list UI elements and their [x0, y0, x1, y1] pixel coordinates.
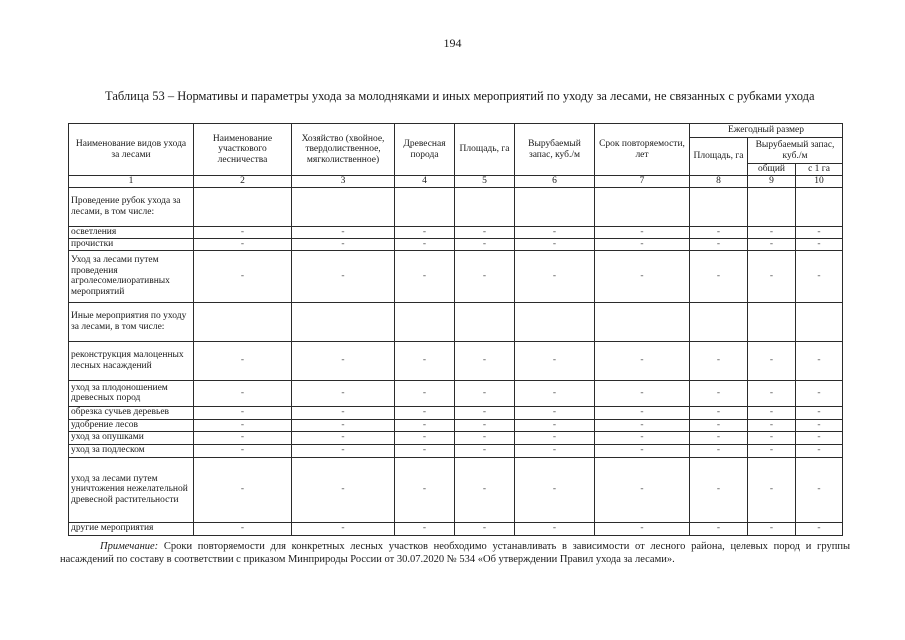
table-cell: - [515, 457, 595, 522]
table-cell [455, 302, 515, 341]
row-name: реконструкция малоценных лесных насаждений [69, 341, 194, 380]
table-cell: - [292, 380, 395, 406]
table-cell: - [395, 250, 455, 302]
header-volume: Вырубаемый запас, куб./м [515, 124, 595, 176]
table-cell: - [690, 419, 748, 431]
table-cell: - [395, 226, 455, 238]
note [60, 540, 850, 566]
table-cell: - [292, 238, 395, 250]
table-cell: - [515, 419, 595, 431]
table-cell [595, 187, 690, 226]
table-cell: - [194, 250, 292, 302]
row-name: Уход за лесами путем проведения агролесомелиоративных мероприятий [69, 250, 194, 302]
table-cell: - [455, 238, 515, 250]
table-cell: - [796, 431, 843, 444]
column-number: 3 [292, 176, 395, 188]
table-cell: - [690, 431, 748, 444]
table-cell: - [796, 522, 843, 535]
table-cell: - [748, 341, 796, 380]
header-area: Площадь, га [455, 124, 515, 176]
note-text: Сроки повторяемости для конкретных лесных участков необходимо устанавливать в зависимости от лесного района, целевых пород и группы насаждений по составу в соответствии с приказом Минприроды России от 30.07.2020 № 534 «Об утверждении Правил ухода за лесами». [60, 541, 850, 565]
column-number: 6 [515, 176, 595, 188]
row-name: Иные мероприятия по уходу за лесами, в том числе: [69, 302, 194, 341]
table-cell: - [194, 238, 292, 250]
table-cell: - [515, 238, 595, 250]
table-cell [292, 187, 395, 226]
header-total: общий [748, 164, 796, 176]
table-cell: - [748, 226, 796, 238]
table-cell: - [690, 250, 748, 302]
table-cell: - [194, 406, 292, 419]
table-cell: - [455, 341, 515, 380]
table-cell [395, 302, 455, 341]
row-name: обрезка сучьев деревьев [69, 406, 194, 419]
table-cell [690, 302, 748, 341]
table-cell: - [292, 406, 395, 419]
header-annual-area: Площадь, га [690, 138, 748, 176]
column-number-row [69, 176, 843, 188]
table-row [69, 444, 843, 457]
table-cell: - [395, 457, 455, 522]
table-cell: - [292, 457, 395, 522]
table-row [69, 238, 843, 250]
table-cell: - [748, 406, 796, 419]
table-cell: - [748, 431, 796, 444]
table-cell: - [292, 419, 395, 431]
table-cell: - [748, 522, 796, 535]
column-number: 8 [690, 176, 748, 188]
table-cell: - [690, 522, 748, 535]
table-row [69, 226, 843, 238]
note-label: Примечание: [100, 541, 159, 552]
column-number: 2 [194, 176, 292, 188]
table-cell [796, 302, 843, 341]
header-forestry: Наименование участкового лесничества [194, 124, 292, 176]
table-cell [690, 187, 748, 226]
table-cell: - [395, 341, 455, 380]
table-row [69, 380, 843, 406]
table-cell: - [515, 522, 595, 535]
table-cell: - [690, 238, 748, 250]
table-cell: - [595, 431, 690, 444]
row-name: прочистки [69, 238, 194, 250]
table-cell: - [796, 250, 843, 302]
table-cell: - [395, 444, 455, 457]
table-row [69, 522, 843, 535]
table-cell: - [796, 226, 843, 238]
table-cell: - [595, 250, 690, 302]
table-cell: - [515, 250, 595, 302]
table-cell: - [194, 226, 292, 238]
table-cell: - [292, 226, 395, 238]
row-name: уход за опушками [69, 431, 194, 444]
table-cell: - [595, 406, 690, 419]
table-row [69, 250, 843, 302]
table-cell: - [595, 522, 690, 535]
table-cell [515, 302, 595, 341]
table-cell [292, 302, 395, 341]
table-cell: - [194, 522, 292, 535]
table-cell: - [796, 406, 843, 419]
table-cell: - [455, 380, 515, 406]
table-cell: - [595, 380, 690, 406]
table-cell: - [395, 522, 455, 535]
table-cell: - [395, 419, 455, 431]
table-cell: - [292, 341, 395, 380]
column-number: 4 [395, 176, 455, 188]
table-cell: - [515, 444, 595, 457]
table-cell [796, 187, 843, 226]
column-number: 1 [69, 176, 194, 188]
table-cell: - [796, 457, 843, 522]
table-cell: - [690, 380, 748, 406]
table-cell: - [595, 226, 690, 238]
table-cell: - [796, 380, 843, 406]
table-cell: - [292, 522, 395, 535]
table-cell [595, 302, 690, 341]
table-cell: - [395, 238, 455, 250]
table-cell: - [395, 406, 455, 419]
table-cell: - [194, 419, 292, 431]
table-cell: - [194, 341, 292, 380]
table-cell: - [515, 431, 595, 444]
table-cell: - [690, 226, 748, 238]
table-cell: - [748, 457, 796, 522]
table-cell: - [455, 226, 515, 238]
table-cell: - [194, 457, 292, 522]
table-cell: - [690, 406, 748, 419]
table-cell: - [455, 431, 515, 444]
table-cell: - [194, 380, 292, 406]
table-cell: - [292, 444, 395, 457]
row-name: Проведение рубок ухода за лесами, в том числе: [69, 187, 194, 226]
table-cell: - [690, 457, 748, 522]
row-name: другие мероприятия [69, 522, 194, 535]
table-cell: - [796, 238, 843, 250]
table-cell: - [455, 522, 515, 535]
table-cell [395, 187, 455, 226]
table-cell: - [515, 341, 595, 380]
table-cell: - [515, 406, 595, 419]
table-cell: - [395, 380, 455, 406]
column-number: 5 [455, 176, 515, 188]
table-cell: - [595, 238, 690, 250]
table-cell: - [595, 457, 690, 522]
table-cell: - [194, 444, 292, 457]
table-row [69, 419, 843, 431]
table-cell: - [455, 250, 515, 302]
table-cell: - [595, 341, 690, 380]
table-cell: - [455, 457, 515, 522]
table-cell: - [748, 380, 796, 406]
column-number: 9 [748, 176, 796, 188]
table-row [69, 406, 843, 419]
table-title: Таблица 53 – Нормативы и параметры ухода за молодняками и иных мероприятий по уходу за лесами, не связанных с рубками ухода [105, 89, 815, 103]
header-type: Наименование видов ухода за лесами [69, 124, 194, 176]
table-cell: - [690, 341, 748, 380]
table-cell: - [796, 419, 843, 431]
table-cell [748, 187, 796, 226]
table-cell: - [748, 419, 796, 431]
table-cell: - [690, 444, 748, 457]
table-row [69, 431, 843, 444]
header-period: Срок повторяемости, лет [595, 124, 690, 176]
table-cell: - [292, 431, 395, 444]
header-annual: Ежегодный размер [690, 124, 843, 138]
row-name: осветления [69, 226, 194, 238]
table-cell [455, 187, 515, 226]
table-cell [748, 302, 796, 341]
table-row [69, 457, 843, 522]
header-species: Древесная порода [395, 124, 455, 176]
table-cell: - [515, 380, 595, 406]
table-cell: - [194, 431, 292, 444]
table-cell: - [748, 444, 796, 457]
table-cell: - [748, 250, 796, 302]
table-cell: - [515, 226, 595, 238]
table-cell: - [796, 341, 843, 380]
table-cell: - [455, 419, 515, 431]
column-number: 10 [796, 176, 843, 188]
table-cell: - [395, 431, 455, 444]
table-cell: - [595, 419, 690, 431]
column-number: 7 [595, 176, 690, 188]
row-name: удобрение лесов [69, 419, 194, 431]
table-cell: - [455, 406, 515, 419]
page-number: 194 [443, 36, 462, 50]
row-name: уход за лесами путем уничтожения нежелательной древесной растительности [69, 457, 194, 522]
header-per-ha: с 1 га [796, 164, 843, 176]
table-row [69, 302, 843, 341]
table-cell: - [796, 444, 843, 457]
table-cell: - [455, 444, 515, 457]
header-annual-volume: Вырубаемый запас, куб./м [748, 138, 843, 164]
table-cell: - [748, 238, 796, 250]
table-cell [194, 302, 292, 341]
header-economy: Хозяйство (хвойное, твердолиственное, мягколиственное) [292, 124, 395, 176]
table-row [69, 341, 843, 380]
table-cell [515, 187, 595, 226]
standards-table [68, 123, 843, 536]
table-cell [194, 187, 292, 226]
table-cell: - [595, 444, 690, 457]
table-cell: - [292, 250, 395, 302]
row-name: уход за плодоношением древесных пород [69, 380, 194, 406]
row-name: уход за подлеском [69, 444, 194, 457]
table-row [69, 187, 843, 226]
